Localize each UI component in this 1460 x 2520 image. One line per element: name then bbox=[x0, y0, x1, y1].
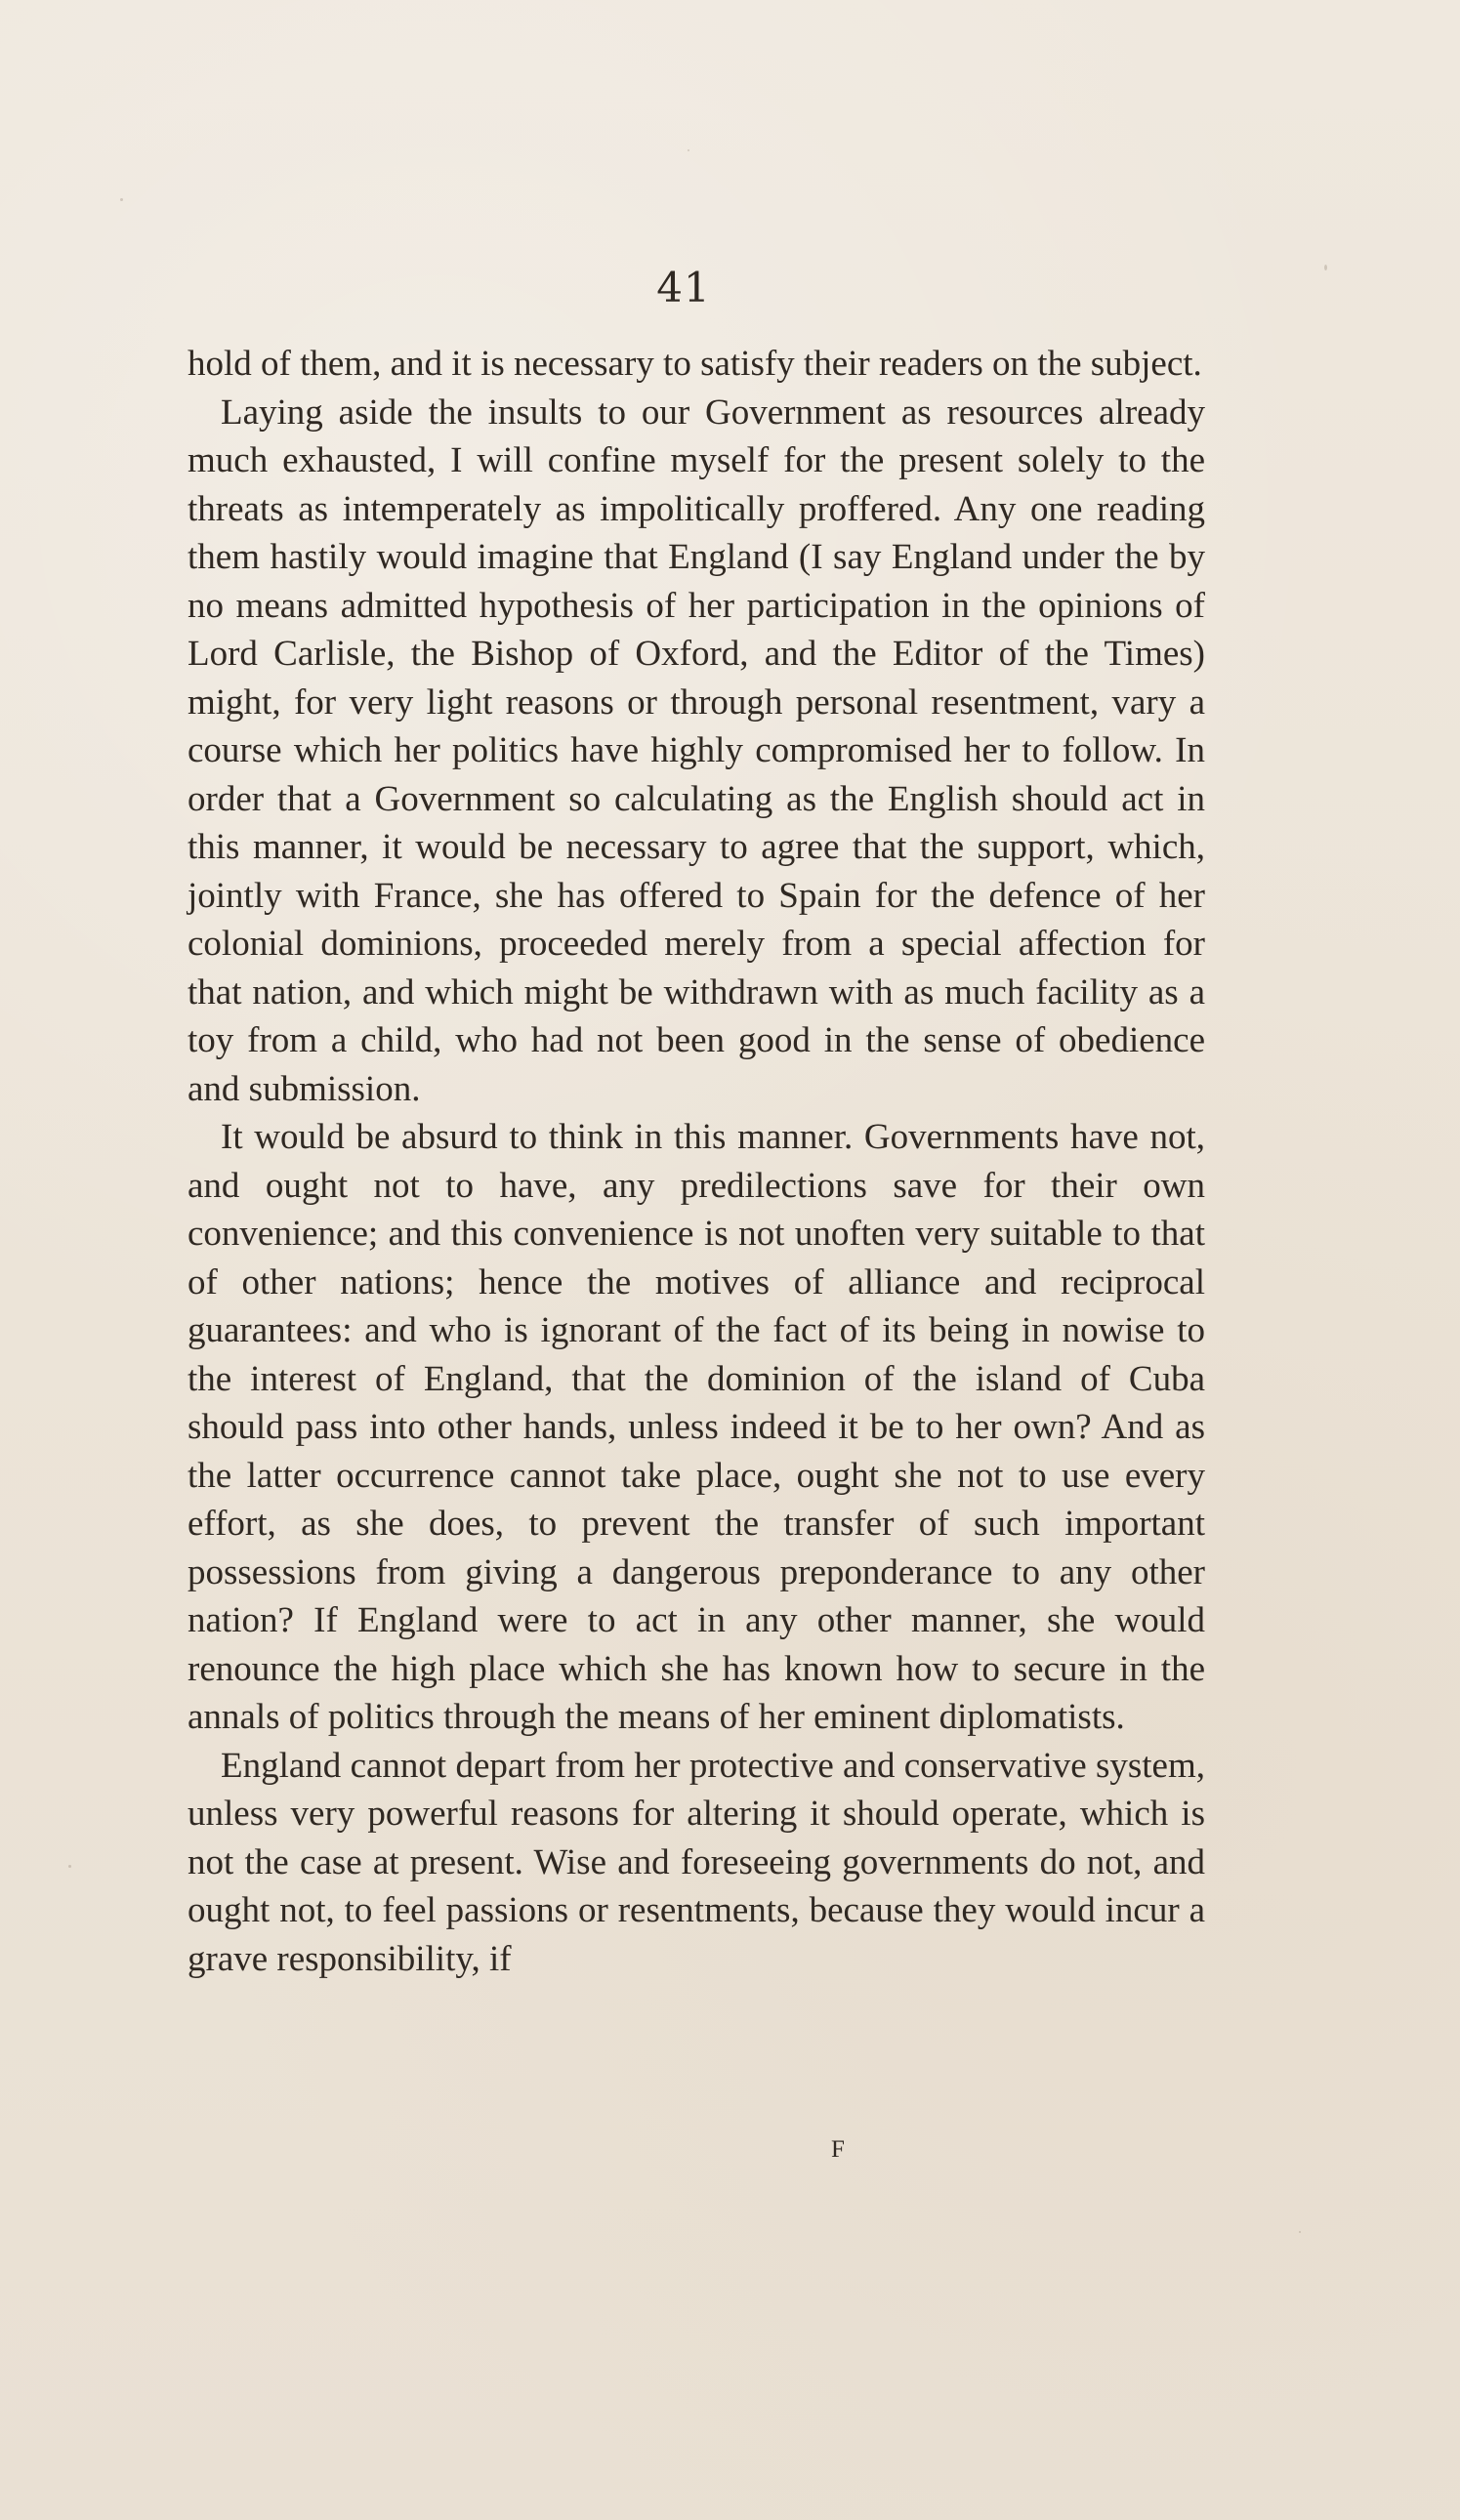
signature-mark: F bbox=[831, 2136, 845, 2163]
paper-speck bbox=[120, 198, 123, 201]
paragraph-3: It would be absurd to think in this manner. Governments have not, and ought not to have, any predilections save for their own convenience; and this convenience is not unoften very suitable to that of other nations; hence the motives of alliance and reciprocal guarantees: and who is ignorant of the fact of its being in nowise to the interest of England, that the dominion of the island of Cuba should pass into other hands, unless indeed it be to her own? And as the latter occurrence cannot take place, ought she not to use every effort, as she does, to prevent the transfer of such important possessions from giving a dangerous preponderance to any other nation? If England were to act in any other manner, she would renounce the high place which she has known how to secure in the annals of politics through the means of her eminent diplomatists. bbox=[188, 1117, 1205, 1737]
page-number: 41 bbox=[656, 264, 711, 311]
paper-speck bbox=[68, 1865, 71, 1868]
paper-speck bbox=[1299, 2231, 1301, 2233]
body-text bbox=[188, 340, 1205, 1983]
paper-speck bbox=[1324, 265, 1327, 270]
paragraph-1: hold of them, and it is necessary to satisfy their readers on the subject. bbox=[188, 344, 1202, 384]
paragraph-2: Laying aside the insults to our Government as resources already much exhausted, I will confine myself for the present solely to the threats as intemperately as impolitically proffered. Any one reading them hastily would imagine that England (I say England under the by no means admitted hypothesis of her participation in the opinions of Lord Carlisle, the Bishop of Oxford, and the Editor of the Times) might, for very light reasons or through personal resentment, vary a course which her politics have highly compromised her to follow. In order that a Government so calculating as the English should act in this manner, it would be necessary to agree that the support, which, jointly with France, she has offered to Spain for the defence of her colonial dominions, proceeded merely from a special affection for that nation, and which might be withdrawn with as much facility as a toy from a child, who had not been good in the sense of obedience and submission. bbox=[188, 392, 1205, 1109]
paragraph-4: England cannot depart from her protective and conservative system, unless very powerful reasons for altering it should operate, which is not the case at present. Wise and foreseeing governments do not, and ought not, to feel passions or resentments, because they would incur a grave responsibility, if bbox=[188, 1745, 1205, 1979]
paper-speck bbox=[688, 149, 689, 151]
